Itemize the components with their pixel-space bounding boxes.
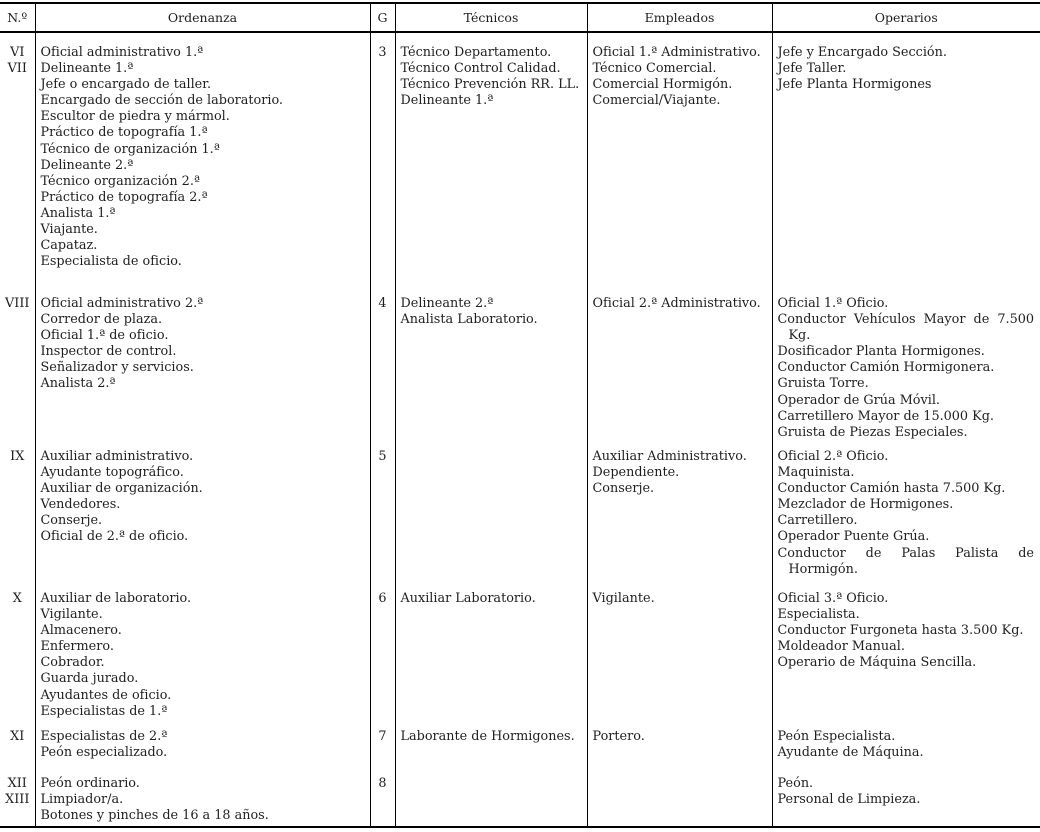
entry-text: Técnico Comercial. (592, 61, 717, 77)
entry-text: Conductor Camión hasta 7.500 Kg. (777, 481, 1006, 497)
empleados-cell (587, 296, 772, 449)
ordenanza-cell (35, 729, 370, 776)
header-cell-operarios: Operarios (772, 3, 1040, 32)
entry-text: Cobrador. (40, 655, 105, 671)
entry-text: Conserje. (40, 513, 103, 529)
entry-text: Moldeador Manual. (777, 639, 905, 655)
entry-text: IX (10, 449, 25, 464)
entry-text: Guarda jurado. (40, 671, 139, 687)
numero-cell (0, 296, 35, 449)
grupo-cell (370, 32, 395, 296)
entry-text: Dependiente. (592, 465, 680, 481)
header-cell-numero: N.º (0, 3, 35, 32)
empleados-cell (587, 729, 772, 776)
entry-text: Inspector de control. (40, 344, 177, 360)
header-cell-empleados: Empleados (587, 3, 772, 32)
numero-cell (0, 449, 35, 591)
ordenanza-cell (35, 32, 370, 296)
entry-text: Especialista. (777, 607, 860, 623)
entry-text: Peón Especialista. (777, 729, 896, 744)
ordenanza-cell (35, 296, 370, 449)
entry-text: Auxiliar de laboratorio. (40, 591, 192, 606)
entry-text: Delineante 1.ª (40, 61, 134, 77)
entry-text: Personal de Limpieza. (777, 792, 921, 808)
entry-text: Analista Laboratorio. (400, 312, 538, 328)
tecnicos-cell (395, 32, 587, 296)
entry-text: Delineante 2.ª (40, 157, 134, 173)
entry-text: Conductor Camión Hormigonera. (777, 360, 995, 376)
entry-text: Portero. (592, 729, 645, 744)
entry-text: Conductor Furgoneta hasta 3.500 Kg. (777, 623, 1024, 639)
entry-text: Jefe Taller. (777, 61, 847, 77)
entry-text: Escultor de piedra y mármol. (40, 109, 230, 125)
tecnicos-cell (395, 776, 587, 827)
entry-text: Especialistas de 1.ª (40, 703, 168, 719)
entry-text: Técnico de organización 1.ª (40, 141, 220, 157)
entry-text: Analista 2.ª (40, 376, 116, 392)
entry-text: Carretillero. (777, 513, 858, 529)
tecnicos-cell (395, 729, 587, 776)
entry-text: Laborante de Hormigones. (400, 729, 575, 744)
entry-text: Conserje. (592, 481, 655, 497)
operarios-cell (772, 729, 1040, 776)
entry-text: 3 (378, 45, 387, 60)
table-row (0, 591, 1040, 729)
entry-text: 7 (378, 729, 387, 744)
entry-text: Maquinista. (777, 465, 855, 481)
table-row (0, 729, 1040, 776)
ordenanza-cell (35, 449, 370, 591)
grupo-cell (370, 776, 395, 827)
entry-text: Jefe Planta Hormigones (777, 77, 932, 93)
operarios-cell (772, 776, 1040, 827)
entry-text: Botones y pinches de 16 a 18 años. (40, 808, 269, 824)
entry-text: Ayudante topográfico. (40, 465, 184, 481)
entry-text: Carretillero Mayor de 15.000 Kg. (777, 408, 994, 424)
header-row (0, 3, 1040, 32)
tecnicos-cell (395, 296, 587, 449)
entry-text: Mezclador de Hormigones. (777, 497, 954, 513)
entry-text: Auxiliar Administrativo. (592, 449, 747, 464)
entry-text: Técnico organización 2.ª (40, 173, 200, 189)
entry-text: Capataz. (40, 238, 98, 254)
entry-text: Conductor Vehículos Mayor de 7.500 Kg. (777, 312, 1034, 344)
entry-text: Peón ordinario. (40, 776, 140, 791)
tecnicos-cell (395, 449, 587, 591)
entry-text: Delineante 2.ª (400, 296, 494, 311)
entry-text: Técnico Control Calidad. (400, 61, 561, 77)
table-body (0, 32, 1040, 827)
ordenanza-cell (35, 776, 370, 827)
entry-text: Auxiliar Laboratorio. (400, 591, 536, 606)
entry-text: Operador Puente Grúa. (777, 529, 930, 545)
header-cell-tecnicos: Técnicos (395, 3, 587, 32)
numero-cell (0, 776, 35, 827)
entry-text: Técnico Departamento. (400, 45, 552, 60)
entry-text: Conductor de Palas Palista de Hormigón. (777, 545, 1034, 577)
entry-text: Especialista de oficio. (40, 254, 182, 270)
operarios-cell (772, 296, 1040, 449)
entry-text: Operador de Grúa Móvil. (777, 392, 940, 408)
entry-text: Especialistas de 2.ª (40, 729, 168, 744)
numero-cell (0, 591, 35, 729)
entry-text: Analista 1.ª (40, 205, 116, 221)
entry-text: Enfermero. (40, 639, 114, 655)
entry-text: Vendedores. (40, 497, 121, 513)
empleados-cell (587, 449, 772, 591)
classification-table (0, 2, 1040, 828)
entry-text: VII (7, 61, 27, 77)
numero-cell (0, 32, 35, 296)
entry-text: Viajante. (40, 222, 98, 238)
entry-text: 6 (378, 591, 387, 606)
entry-text: Señalizador y servicios. (40, 360, 194, 376)
empleados-cell (587, 32, 772, 296)
table-row (0, 449, 1040, 591)
entry-text: Práctico de topografía 2.ª (40, 189, 208, 205)
entry-text: 8 (378, 776, 387, 791)
numero-cell (0, 729, 35, 776)
operarios-cell (772, 449, 1040, 591)
grupo-cell (370, 296, 395, 449)
entry-text: Oficial 1.ª de oficio. (40, 328, 169, 344)
entry-text: Vigilante. (40, 607, 103, 623)
entry-text: XI (10, 729, 25, 744)
entry-text: Oficial 3.ª Oficio. (777, 591, 889, 606)
operarios-cell (772, 32, 1040, 296)
entry-text: X (12, 591, 22, 606)
entry-text: Vigilante. (592, 591, 655, 606)
entry-text: 5 (378, 449, 387, 464)
entry-text: Peón especializado. (40, 745, 168, 761)
entry-text: Gruista Torre. (777, 376, 869, 392)
entry-text: Auxiliar de organización. (40, 481, 203, 497)
header-cell-grupo: G (370, 3, 395, 32)
entry-text: Operario de Máquina Sencilla. (777, 655, 977, 671)
entry-text: Peón. (777, 776, 814, 791)
entry-text: Dosificador Planta Hormigones. (777, 344, 985, 360)
entry-text: 4 (378, 296, 387, 311)
entry-text: Gruista de Piezas Especiales. (777, 424, 968, 440)
entry-text: Oficial 1.ª Administrativo. (592, 45, 761, 60)
entry-text: Encargado de sección de laboratorio. (40, 93, 283, 109)
entry-text: Comercial Hormigón. (592, 77, 733, 93)
entry-text: Oficial 1.ª Oficio. (777, 296, 889, 311)
entry-text: XIII (5, 792, 30, 808)
entry-text: Oficial 2.ª Administrativo. (592, 296, 761, 311)
operarios-cell (772, 591, 1040, 729)
entry-text: Oficial administrativo 1.ª (40, 45, 204, 60)
entry-text: Oficial 2.ª Oficio. (777, 449, 889, 464)
entry-text: VIII (5, 296, 30, 311)
empleados-cell (587, 591, 772, 729)
entry-text: Limpiador/a. (40, 792, 124, 808)
header-cell-ordenanza: Ordenanza (35, 3, 370, 32)
table-header (0, 3, 1040, 32)
entry-text: Jefe o encargado de taller. (40, 77, 212, 93)
ordenanza-cell (35, 591, 370, 729)
entry-text: Almacenero. (40, 623, 122, 639)
entry-text: Oficial de 2.ª de oficio. (40, 529, 189, 545)
entry-text: Práctico de topografía 1.ª (40, 125, 208, 141)
entry-text: VI (10, 45, 25, 60)
entry-text: Delineante 1.ª (400, 93, 494, 109)
entry-text: XII (7, 776, 27, 791)
entry-text: Ayudantes de oficio. (40, 687, 172, 703)
grupo-cell (370, 449, 395, 591)
table-row (0, 776, 1040, 827)
table-row (0, 296, 1040, 449)
entry-text: Auxiliar administrativo. (40, 449, 194, 464)
entry-text: Técnico Prevención RR. LL. (400, 77, 580, 93)
grupo-cell (370, 729, 395, 776)
entry-text: Ayudante de Máquina. (777, 745, 924, 761)
entry-text: Jefe y Encargado Sección. (777, 45, 947, 60)
tecnicos-cell (395, 591, 587, 729)
empleados-cell (587, 776, 772, 827)
entry-text: Oficial administrativo 2.ª (40, 296, 204, 311)
grupo-cell (370, 591, 395, 729)
entry-text: Comercial/Viajante. (592, 93, 721, 109)
table-row (0, 32, 1040, 296)
entry-text: Corredor de plaza. (40, 312, 163, 328)
